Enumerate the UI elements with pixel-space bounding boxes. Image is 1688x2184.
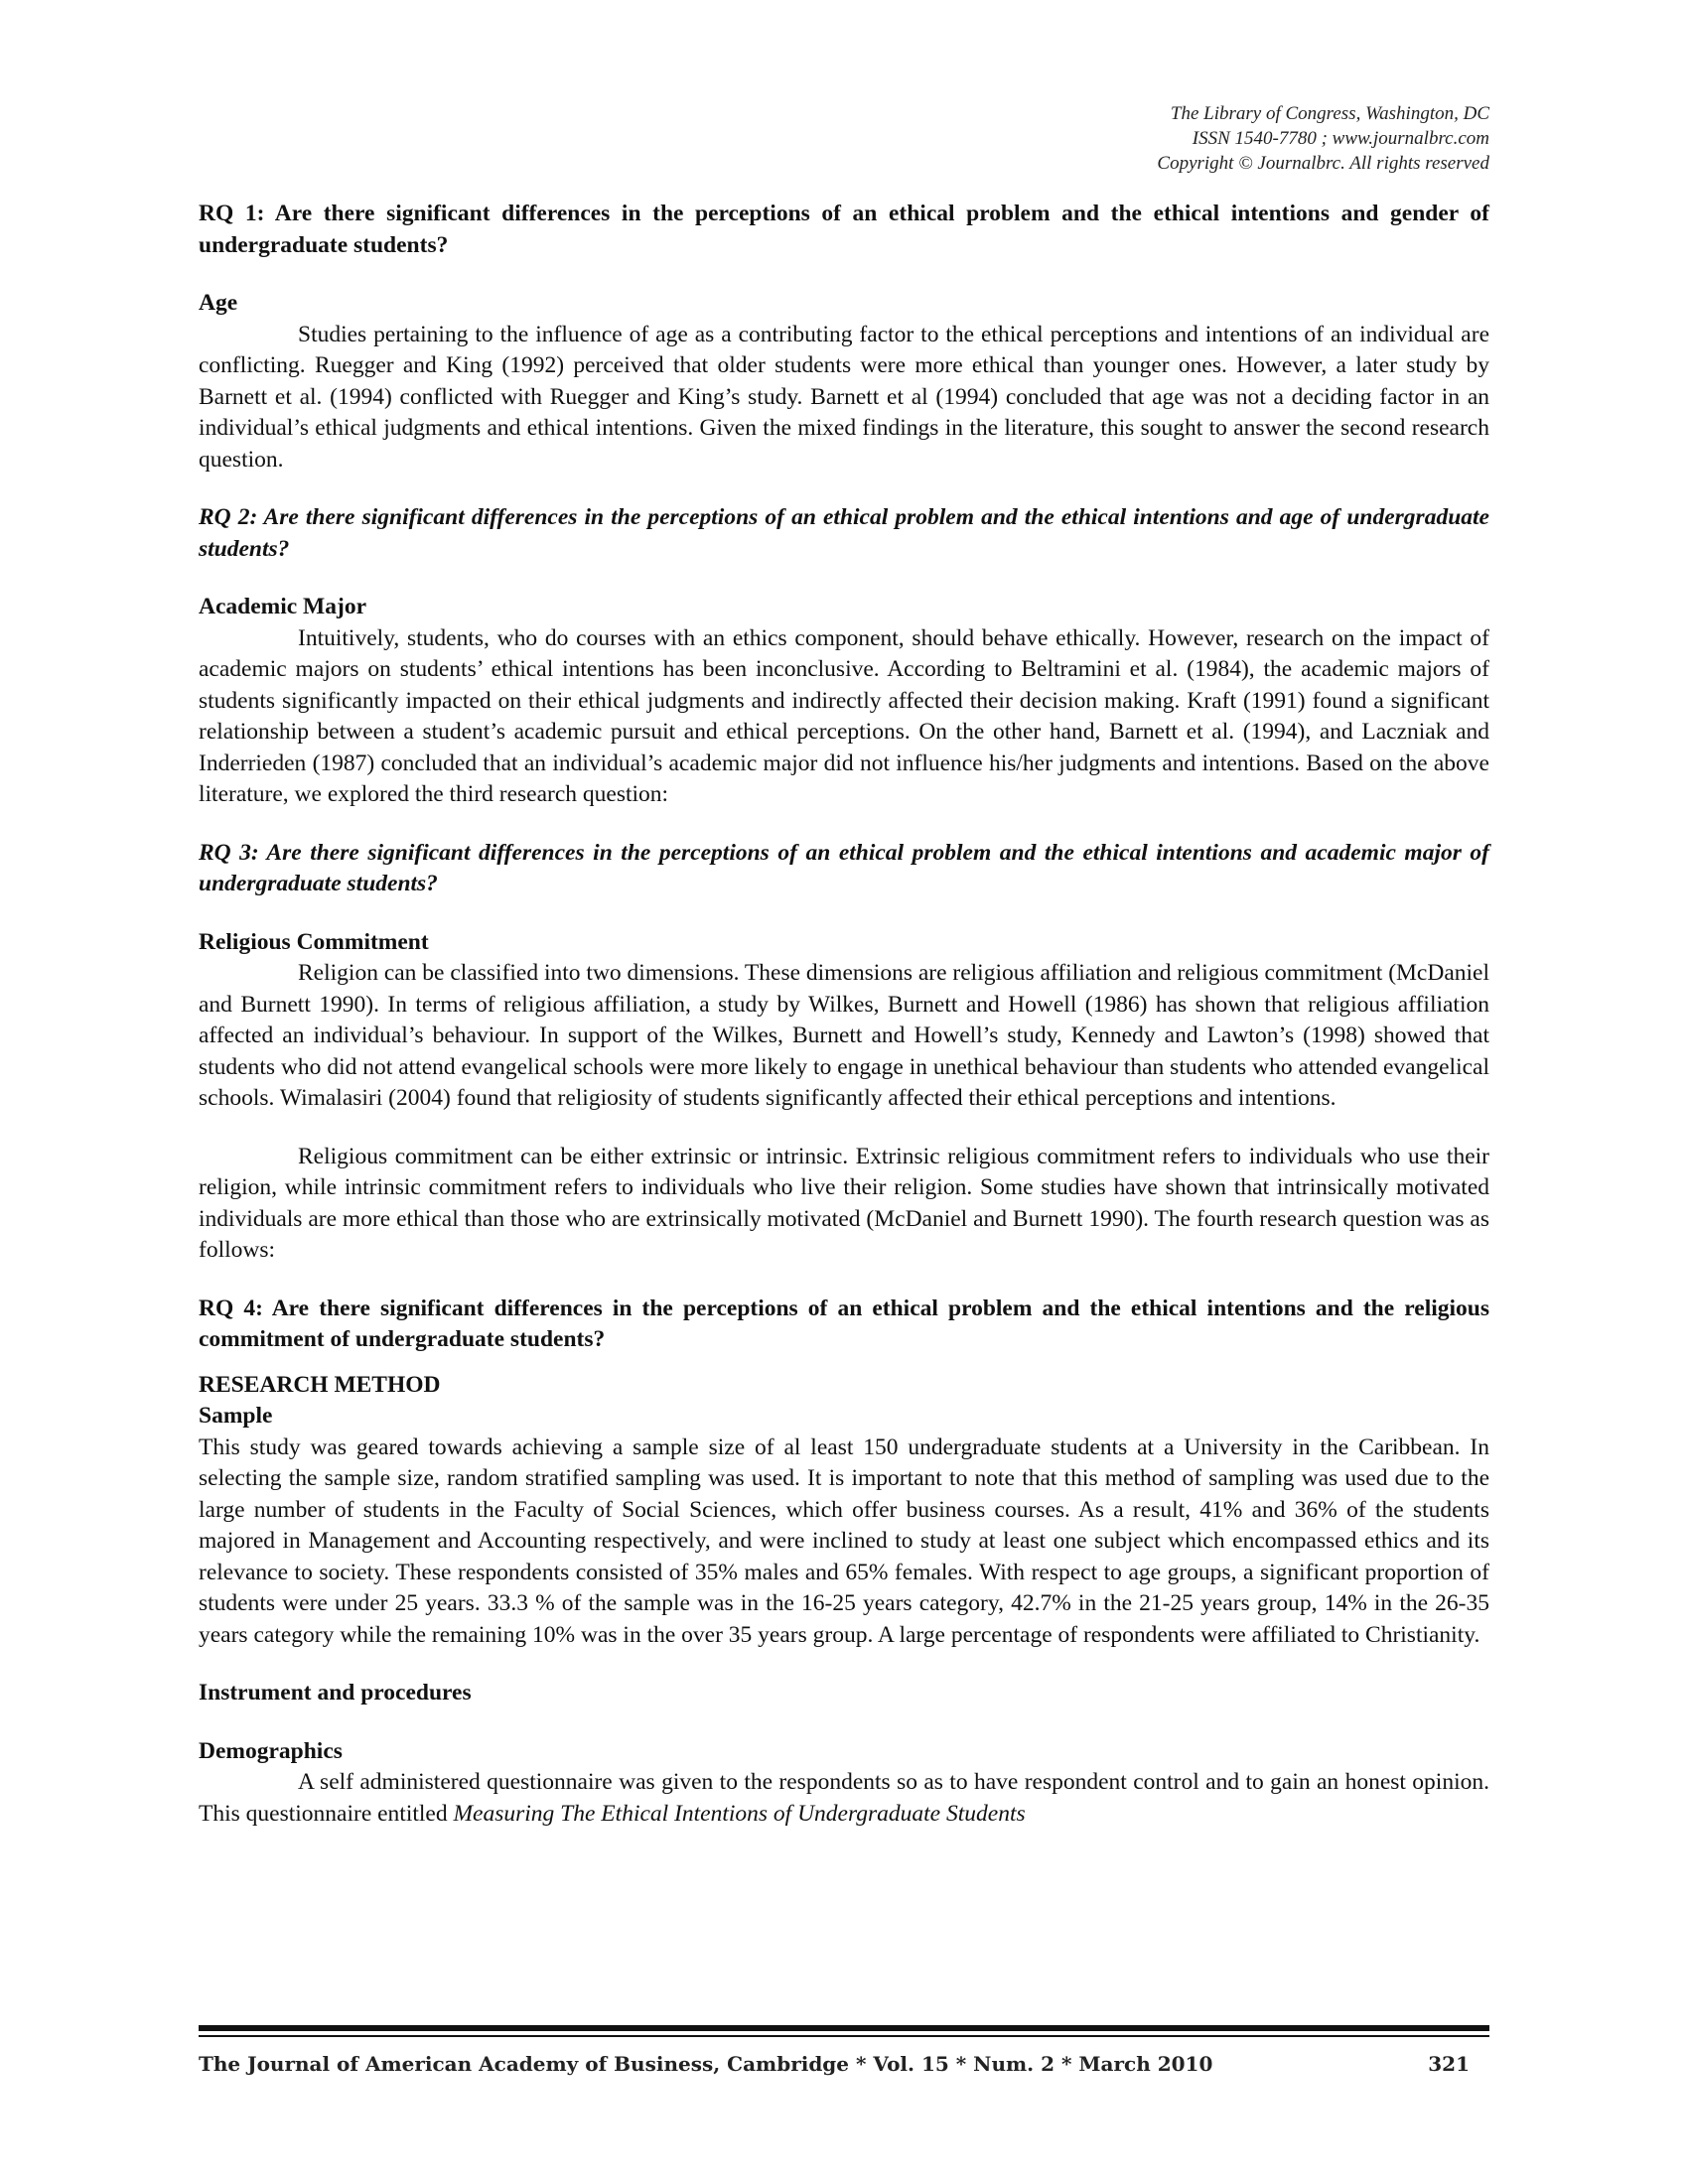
section-heading-academic-major: Academic Major — [199, 594, 366, 619]
research-question-4: RQ 4: Are there significant differences in the perceptions of an ethical problem and the ethical intentions and the religious commitment of undergraduate students? — [199, 1295, 1489, 1352]
footer-journal-info: The Journal of American Academy of Business, Cambridge * Vol. 15 * Num. 2 * March 2010 — [199, 2052, 1213, 2076]
running-header — [1157, 101, 1489, 176]
age-paragraph: Studies pertaining to the influence of age as a contributing factor to the ethical perceptions and intentions of an individual are conflicting. Ruegger and King (1992) perceived that older students were more ethical than younger ones. However, a later study by Barnett et al. (1994) conflicted with Ruegger and King’s study. Barnett et al (1994) concluded that age was not a deciding factor in an individual’s ethical judgments and ethical intentions. Given the mixed findings in the literature, this sought to answer the second research question. — [199, 321, 1489, 473]
footer-rule-thin — [199, 2035, 1489, 2037]
header-line-1: The Library of Congress, Washington, DC — [1170, 103, 1489, 124]
subheading-instrument-procedures: Instrument and procedures — [199, 1680, 472, 1706]
religion-paragraph-2: Religious commitment can be either extrinsic or intrinsic. Extrinsic religious commitment refers to individuals who use their religion, while intrinsic commitment refers to individuals who live their religion. Some studies have shown that intrinsically motivated individuals are more ethical than those who are extrinsically motivated (McDaniel and Burnett 1990). The fourth research question was as follows: — [199, 1143, 1489, 1263]
subheading-sample: Sample — [199, 1403, 273, 1429]
body-content — [199, 199, 1489, 1830]
research-question-2: RQ 2: Are there significant differences in the perceptions of an ethical problem and the ethical intentions and age of undergraduate students? — [199, 504, 1489, 562]
religion-paragraph-1: Religion can be classified into two dimensions. These dimensions are religious affiliation and religious commitment (McDaniel and Burnett 1990). In terms of religious affiliation, a study by Wilkes, Burnett and Howell (1986) has shown that religious affiliation affected an individual’s behaviour. In support of the Wilkes, Burnett and Howell’s study, Kennedy and Lawton’s (1998) showed that students who did not attend evangelical schools were more likely to engage in unethical behaviour than students who attended evangelical schools. Wimalasiri (2004) found that religiosity of students significantly affected their ethical perceptions and intentions. — [199, 960, 1489, 1111]
header-line-3: Copyright © Journalbrc. All rights reserved — [1157, 153, 1489, 174]
header-line-2: ISSN 1540-7780 ; www.journalbrc.com — [1192, 128, 1489, 149]
research-question-1: RQ 1: Are there significant differences in the perceptions of an ethical problem and the ethical intentions and gender of undergraduate students? — [199, 201, 1489, 258]
section-heading-religious-commitment: Religious Commitment — [199, 928, 429, 955]
section-heading-age: Age — [199, 290, 238, 316]
questionnaire-title: Measuring The Ethical Intentions of Undergraduate Students — [453, 1800, 1026, 1827]
document-page — [199, 0, 1489, 2184]
demographics-paragraph — [199, 1767, 1489, 1830]
academic-major-paragraph: Intuitively, students, who do courses with an ethics component, should behave ethically. However, research on the impact of academic majors on students’ ethical intentions has been inconclusive. According to Beltramini et al. (1984), the academic majors of students significantly impacted on their ethical judgments and indirectly affected their decision making. Kraft (1991) found a significant relationship between a student’s academic pursuit and ethical perceptions. On the other hand, Barnett et al. (1994), and Laczniak and Inderrieden (1987) concluded that an individual’s academic major did not influence his/her judgments and intentions. Based on the above literature, we explored the third research question: — [199, 624, 1489, 807]
research-question-3: RQ 3: Are there significant differences in the perceptions of an ethical problem and the ethical intentions and academic major of undergraduate students? — [199, 839, 1489, 896]
section-heading-research-method: RESEARCH METHOD — [199, 1371, 441, 1398]
page-number: 321 — [1428, 2052, 1470, 2076]
demographics-text: A self administered questionnaire was given to the respondents so as to have respondent control and to gain an honest opinion. This questionnaire entitled — [199, 1769, 1489, 1827]
sample-paragraph: This study was geared towards achieving a sample size of al least 150 undergraduate students at a University in the Caribbean. In selecting the sample size, random stratified sampling was used. It is important to note that this method of sampling was used due to the large number of students in the Faculty of Social Sciences, which offer business courses. As a result, 41% and 36% of the students majored in Management and Accounting respectively, and were inclined to study at least one subject which encompassed ethics and its relevance to society. These respondents consisted of 35% males and 65% females. With respect to age groups, a significant proportion of students were under 25 years. 33.3 % of the sample was in the 16-25 years category, 42.7% in the 21-25 years group, 14% in the 26-35 years category while the remaining 10% was in the over 35 years group. A large percentage of respondents were affiliated to Christianity. — [199, 1433, 1489, 1648]
subheading-demographics: Demographics — [199, 1737, 343, 1764]
footer-rule-thick — [199, 2025, 1489, 2031]
